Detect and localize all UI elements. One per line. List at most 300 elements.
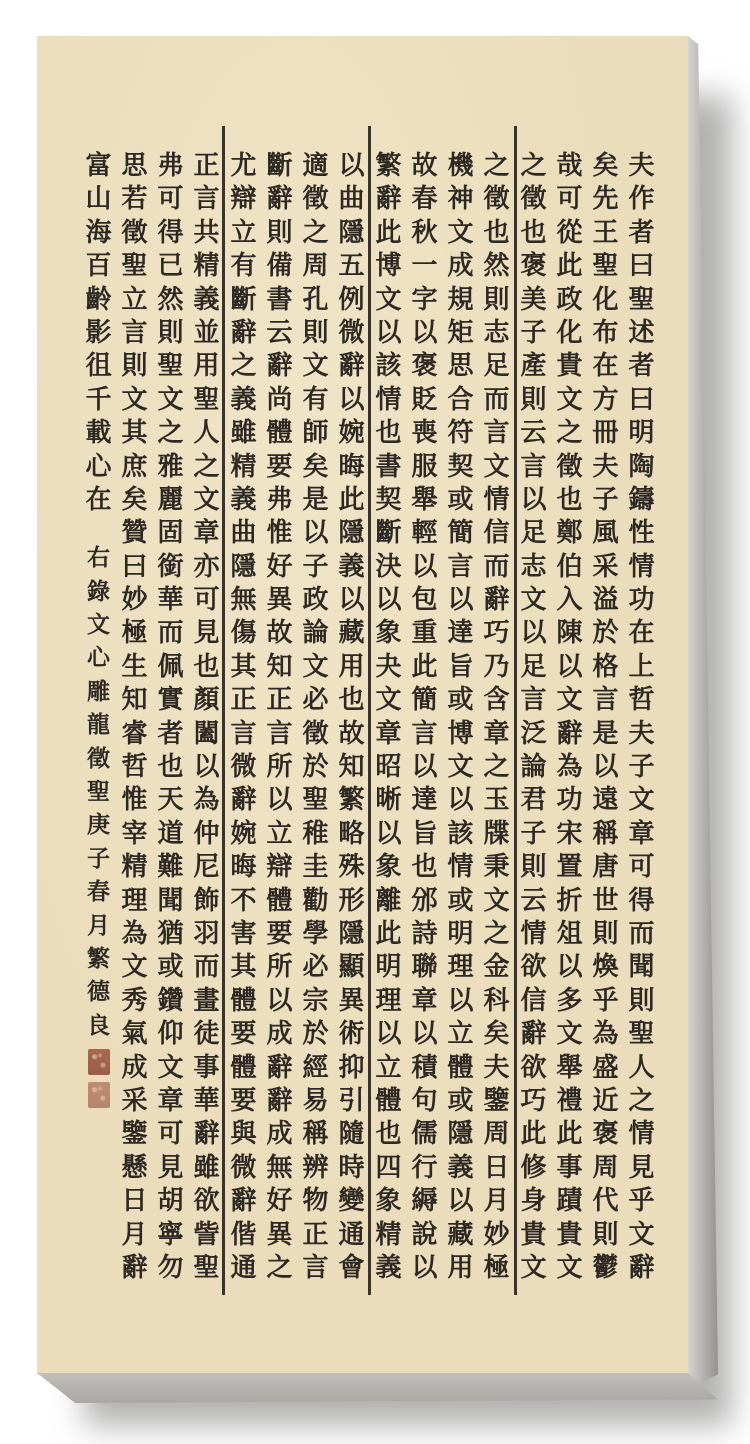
calligraphy-character: 勸 (302, 885, 329, 916)
calligraphy-character: 體 (266, 885, 293, 916)
calligraphy-character: 正 (266, 685, 293, 716)
calligraphy-character: 含 (483, 685, 510, 716)
calligraphy-character: 妙 (121, 585, 148, 616)
calligraphy-character: 辭 (266, 351, 293, 382)
calligraphy-character: 王 (592, 217, 619, 248)
calligraphy-character: 可 (556, 184, 583, 215)
calligraphy-character: 文 (628, 785, 655, 816)
calligraphy-character: 要 (230, 1085, 257, 1116)
calligraphy-character: 弗 (266, 484, 293, 515)
calligraphy-character: 之 (230, 351, 257, 382)
calligraphy-character: 以 (302, 518, 329, 549)
calligraphy-character: 鄭 (556, 518, 583, 549)
calligraphy-character: 貴 (520, 1219, 547, 1250)
calligraphy-character: 明 (628, 418, 655, 449)
calligraphy-character: 變 (338, 1186, 365, 1217)
calligraphy-character: 以 (520, 484, 547, 515)
calligraphy-character: 遠 (592, 785, 619, 816)
calligraphy-character: 情 (447, 852, 474, 883)
calligraphy-character: 佩 (157, 651, 184, 682)
calligraphy-character: 文 (302, 351, 329, 382)
calligraphy-character: 身 (520, 1186, 547, 1217)
calligraphy-character: 乎 (628, 1186, 655, 1217)
calligraphy-character: 入 (556, 585, 583, 616)
calligraphy-character: 言 (302, 1252, 329, 1283)
calligraphy-character: 隱 (447, 1119, 474, 1150)
calligraphy-character: 此 (556, 251, 583, 282)
calligraphy-character: 微 (338, 317, 365, 348)
calligraphy-character: 以 (447, 785, 474, 816)
calligraphy-character: 所 (266, 952, 293, 983)
calligraphy-character: 輕 (411, 518, 438, 549)
calligraphy-character: 仲 (193, 818, 220, 849)
calligraphy-character: 修 (520, 1152, 547, 1183)
calligraphy-character: 邠 (411, 885, 438, 916)
calligraphy-character: 欲 (520, 952, 547, 983)
calligraphy-character: 然 (157, 284, 184, 315)
calligraphy-character: 句 (411, 1085, 438, 1116)
calligraphy-character: 體 (375, 1085, 402, 1116)
calligraphy-character: 聖 (628, 284, 655, 315)
calligraphy-character: 陳 (556, 618, 583, 649)
text-column (588, 150, 623, 1310)
calligraphy-character: 信 (483, 518, 510, 549)
calligraphy-character: 情 (628, 1119, 655, 1150)
calligraphy-character: 明 (447, 918, 474, 949)
calligraphy-character: 言 (411, 718, 438, 749)
calligraphy-character: 為 (121, 918, 148, 949)
calligraphy-character: 尚 (266, 384, 293, 415)
calligraphy-character: 詩 (411, 918, 438, 949)
calligraphy-character: 文 (556, 1252, 583, 1283)
calligraphy-character: 足 (520, 518, 547, 549)
calligraphy-character: 是 (302, 484, 329, 515)
calligraphy-character: 其 (121, 418, 148, 449)
calligraphy-character: 術 (338, 1019, 365, 1050)
calligraphy-board (37, 36, 688, 1374)
calligraphy-character: 采 (121, 1085, 148, 1116)
calligraphy-character: 四 (375, 1152, 402, 1183)
calligraphy-character: 此 (338, 484, 365, 515)
calligraphy-character: 用 (447, 1252, 474, 1283)
calligraphy-character: 以 (411, 317, 438, 348)
text-column (334, 150, 369, 1310)
calligraphy-character: 聖 (592, 251, 619, 282)
calligraphy-character: 庚 (87, 811, 110, 839)
calligraphy-character: 代 (592, 1186, 619, 1217)
calligraphy-character: 也 (338, 685, 365, 716)
calligraphy-character: 上 (628, 651, 655, 682)
calligraphy-character: 夫 (592, 451, 619, 482)
calligraphy-character: 貶 (411, 384, 438, 415)
calligraphy-character: 辭 (375, 184, 402, 215)
calligraphy-text-area (80, 150, 660, 1310)
calligraphy-character: 神 (447, 184, 474, 215)
calligraphy-character: 世 (592, 885, 619, 916)
calligraphy-character: 說 (411, 1219, 438, 1250)
calligraphy-character: 要 (230, 1019, 257, 1050)
calligraphy-character: 情 (483, 484, 510, 515)
calligraphy-character: 影 (85, 317, 112, 348)
calligraphy-character: 文 (556, 1019, 583, 1050)
calligraphy-character: 可 (157, 184, 184, 215)
calligraphy-character: 闔 (193, 718, 220, 749)
calligraphy-character: 可 (193, 585, 220, 616)
calligraphy-character: 聞 (157, 885, 184, 916)
calligraphy-character: 斷 (266, 151, 293, 181)
calligraphy-character: 以 (556, 952, 583, 983)
calligraphy-character: 之 (266, 1252, 293, 1283)
calligraphy-character: 聖 (302, 785, 329, 816)
calligraphy-character: 或 (447, 885, 474, 916)
calligraphy-character: 精 (121, 852, 148, 883)
text-column (298, 150, 333, 1310)
calligraphy-character: 以 (411, 1252, 438, 1283)
calligraphy-character: 為 (556, 752, 583, 783)
calligraphy-character: 事 (193, 1052, 220, 1083)
calligraphy-character: 文 (375, 685, 402, 716)
calligraphy-character: 則 (628, 985, 655, 1016)
calligraphy-character: 章 (193, 518, 220, 549)
calligraphy-character: 於 (302, 752, 329, 783)
calligraphy-character: 然 (483, 251, 510, 282)
calligraphy-character: 氣 (121, 1019, 148, 1050)
calligraphy-character: 乎 (592, 985, 619, 1016)
calligraphy-character: 右 (87, 544, 110, 572)
calligraphy-character: 妙 (483, 1219, 510, 1250)
calligraphy-character: 情 (375, 384, 402, 415)
calligraphy-character: 也 (556, 484, 583, 515)
calligraphy-character: 之 (302, 217, 329, 248)
calligraphy-character: 以 (592, 752, 619, 783)
calligraphy-character: 會 (338, 1252, 365, 1283)
calligraphy-character: 產 (520, 351, 547, 382)
calligraphy-character: 明 (375, 952, 402, 983)
calligraphy-character: 曰 (121, 551, 148, 582)
calligraphy-character: 而 (193, 952, 220, 983)
calligraphy-character: 褒 (592, 1119, 619, 1150)
calligraphy-character: 載 (85, 418, 112, 449)
calligraphy-character: 義 (447, 1152, 474, 1183)
calligraphy-character: 猶 (157, 918, 184, 949)
calligraphy-character: 必 (302, 952, 329, 983)
calligraphy-character: 則 (592, 1219, 619, 1250)
calligraphy-character: 或 (157, 952, 184, 983)
calligraphy-character: 言 (121, 317, 148, 348)
calligraphy-character: 美 (520, 284, 547, 315)
calligraphy-character: 異 (266, 585, 293, 616)
calligraphy-character: 亦 (193, 551, 220, 582)
calligraphy-character: 云 (520, 418, 547, 449)
calligraphy-character: 辭 (520, 1019, 547, 1050)
calligraphy-character: 得 (628, 885, 655, 916)
calligraphy-character: 是 (592, 718, 619, 749)
calligraphy-character: 顯 (338, 952, 365, 983)
calligraphy-character: 鑒 (483, 1085, 510, 1116)
calligraphy-character: 要 (266, 918, 293, 949)
calligraphy-character: 化 (592, 284, 619, 315)
calligraphy-character: 斷 (375, 518, 402, 549)
calligraphy-character: 徵 (87, 744, 110, 772)
calligraphy-character: 之 (520, 151, 547, 181)
text-column (371, 150, 406, 1310)
calligraphy-character: 一 (411, 251, 438, 282)
calligraphy-character: 夫 (628, 151, 655, 181)
calligraphy-character: 山 (85, 184, 112, 215)
calligraphy-character: 睿 (121, 718, 148, 749)
calligraphy-character: 蹟 (556, 1186, 583, 1217)
calligraphy-character: 煥 (592, 952, 619, 983)
calligraphy-character: 例 (338, 284, 365, 315)
calligraphy-character: 者 (628, 351, 655, 382)
calligraphy-character: 徵 (302, 184, 329, 215)
calligraphy-character: 功 (556, 785, 583, 816)
calligraphy-character: 章 (411, 985, 438, 1016)
calligraphy-character: 德 (87, 978, 110, 1006)
calligraphy-character: 可 (628, 852, 655, 883)
calligraphy-character: 作 (628, 184, 655, 215)
calligraphy-character: 人 (628, 1052, 655, 1083)
calligraphy-character: 好 (266, 551, 293, 582)
calligraphy-character: 宰 (121, 818, 148, 849)
artist-seal-1 (88, 1049, 110, 1075)
calligraphy-character: 文 (447, 217, 474, 248)
text-panel-4 (80, 150, 225, 1310)
calligraphy-character: 思 (447, 351, 474, 382)
calligraphy-character: 周 (302, 251, 329, 282)
calligraphy-character: 為 (193, 785, 220, 816)
calligraphy-character: 矣 (302, 451, 329, 482)
calligraphy-character: 在 (592, 351, 619, 382)
calligraphy-character: 之 (483, 752, 510, 783)
calligraphy-character: 者 (628, 217, 655, 248)
calligraphy-character: 文 (121, 952, 148, 983)
calligraphy-character: 成 (266, 1019, 293, 1050)
calligraphy-character: 述 (628, 317, 655, 348)
calligraphy-character: 此 (520, 1119, 547, 1150)
calligraphy-character: 其 (230, 651, 257, 682)
calligraphy-character: 達 (447, 618, 474, 649)
calligraphy-character: 文 (556, 384, 583, 415)
calligraphy-character: 書 (266, 284, 293, 315)
calligraphy-character: 伯 (556, 551, 583, 582)
calligraphy-character: 辭 (556, 718, 583, 749)
calligraphy-character: 斷 (230, 284, 257, 315)
calligraphy-character: 而 (483, 551, 510, 582)
calligraphy-character: 云 (520, 885, 547, 916)
calligraphy-character: 文 (556, 685, 583, 716)
calligraphy-character: 多 (556, 985, 583, 1016)
calligraphy-character: 鑒 (121, 1119, 148, 1150)
calligraphy-character: 雖 (193, 1152, 220, 1183)
calligraphy-character: 義 (230, 484, 257, 515)
calligraphy-character: 文 (302, 651, 329, 682)
calligraphy-character: 則 (121, 351, 148, 382)
calligraphy-character: 夫 (628, 718, 655, 749)
calligraphy-character: 立 (447, 1019, 474, 1050)
calligraphy-character: 也 (193, 651, 220, 682)
calligraphy-character: 以 (266, 785, 293, 816)
calligraphy-character: 文 (121, 384, 148, 415)
calligraphy-character: 風 (592, 518, 619, 549)
verse-end-segment (81, 150, 116, 517)
calligraphy-character: 曰 (628, 384, 655, 415)
calligraphy-character: 千 (85, 384, 112, 415)
calligraphy-character: 或 (447, 1085, 474, 1116)
calligraphy-character: 胡 (157, 1186, 184, 1217)
calligraphy-character: 為 (592, 1019, 619, 1050)
calligraphy-character: 辭 (193, 1119, 220, 1150)
text-panel-2 (370, 150, 515, 1310)
calligraphy-character: 抑 (338, 1052, 365, 1083)
calligraphy-character: 方 (592, 384, 619, 415)
calligraphy-character: 簡 (411, 685, 438, 716)
calligraphy-character: 情 (520, 918, 547, 949)
calligraphy-character: 晦 (338, 451, 365, 482)
calligraphy-character: 該 (375, 351, 402, 382)
calligraphy-character: 適 (302, 151, 329, 181)
calligraphy-character: 羽 (193, 918, 220, 949)
calligraphy-character: 故 (411, 151, 438, 181)
calligraphy-character: 象 (375, 618, 402, 649)
calligraphy-character: 之 (628, 1085, 655, 1116)
text-column (443, 150, 478, 1310)
calligraphy-character: 可 (157, 1119, 184, 1150)
calligraphy-character: 志 (520, 551, 547, 582)
calligraphy-character: 以 (520, 618, 547, 649)
calligraphy-character: 貴 (556, 351, 583, 382)
calligraphy-character: 宋 (556, 818, 583, 849)
calligraphy-character: 略 (338, 818, 365, 849)
calligraphy-character: 圭 (302, 852, 329, 883)
calligraphy-character: 聖 (193, 1252, 220, 1283)
calligraphy-character: 徵 (556, 451, 583, 482)
calligraphy-character: 聖 (121, 251, 148, 282)
calligraphy-character: 則 (266, 217, 293, 248)
calligraphy-character: 欲 (193, 1186, 220, 1217)
calligraphy-character: 聯 (411, 952, 438, 983)
calligraphy-character: 宗 (302, 985, 329, 1016)
calligraphy-character: 而 (628, 918, 655, 949)
calligraphy-character: 知 (266, 651, 293, 682)
calligraphy-character: 故 (266, 618, 293, 649)
calligraphy-character: 子 (592, 484, 619, 515)
calligraphy-character: 辭 (483, 585, 510, 616)
calligraphy-character: 道 (157, 818, 184, 849)
calligraphy-character: 巧 (483, 618, 510, 649)
calligraphy-character: 春 (87, 878, 110, 906)
calligraphy-character: 以 (447, 985, 474, 1016)
calligraphy-character: 性 (628, 518, 655, 549)
text-panel-3 (225, 150, 370, 1310)
calligraphy-character: 言 (592, 685, 619, 716)
calligraphy-character: 辯 (266, 852, 293, 883)
calligraphy-character: 論 (302, 618, 329, 649)
calligraphy-character: 見 (628, 1152, 655, 1183)
calligraphy-character: 以 (338, 151, 365, 181)
calligraphy-character: 子 (520, 317, 547, 348)
calligraphy-character: 章 (157, 1085, 184, 1116)
calligraphy-character: 之 (157, 418, 184, 449)
calligraphy-character: 文 (87, 611, 110, 639)
calligraphy-character: 之 (556, 418, 583, 449)
calligraphy-character: 辭 (230, 317, 257, 348)
calligraphy-character: 溢 (592, 585, 619, 616)
calligraphy-character: 於 (592, 618, 619, 649)
artist-seal-2 (88, 1082, 110, 1108)
calligraphy-character: 已 (157, 251, 184, 282)
calligraphy-character: 弗 (157, 151, 184, 181)
calligraphy-character: 盛 (592, 1052, 619, 1083)
calligraphy-character: 布 (592, 317, 619, 348)
calligraphy-character: 褒 (520, 251, 547, 282)
calligraphy-character: 以 (375, 317, 402, 348)
calligraphy-character: 引 (338, 1085, 365, 1116)
calligraphy-character: 先 (592, 184, 619, 215)
text-panel-1 (515, 150, 660, 1310)
calligraphy-character: 寧 (157, 1219, 184, 1250)
calligraphy-character: 機 (447, 151, 474, 181)
calligraphy-character: 婉 (338, 418, 365, 449)
calligraphy-character: 徵 (121, 217, 148, 248)
calligraphy-character: 辭 (338, 351, 365, 382)
calligraphy-character: 言 (520, 451, 547, 482)
calligraphy-character: 也 (157, 752, 184, 783)
calligraphy-character: 功 (628, 585, 655, 616)
calligraphy-character: 師 (302, 418, 329, 449)
calligraphy-character: 行 (411, 1152, 438, 1183)
calligraphy-character: 文 (157, 1052, 184, 1083)
calligraphy-character: 隱 (338, 518, 365, 549)
calligraphy-character: 傷 (230, 618, 257, 649)
calligraphy-character: 故 (338, 718, 365, 749)
calligraphy-character: 顏 (193, 685, 220, 716)
calligraphy-character: 子 (87, 844, 110, 872)
calligraphy-character: 也 (520, 217, 547, 248)
calligraphy-character: 學 (302, 918, 329, 949)
calligraphy-character: 旨 (447, 651, 474, 682)
calligraphy-character: 言 (520, 685, 547, 716)
calligraphy-character: 晦 (230, 852, 257, 883)
calligraphy-character: 生 (121, 651, 148, 682)
calligraphy-character: 文 (520, 1252, 547, 1283)
calligraphy-character: 理 (447, 952, 474, 983)
calligraphy-character: 乃 (483, 651, 510, 682)
calligraphy-character: 尼 (193, 852, 220, 883)
calligraphy-character: 義 (193, 284, 220, 315)
calligraphy-character: 之 (483, 918, 510, 949)
calligraphy-character: 藏 (447, 1219, 474, 1250)
calligraphy-character: 雖 (230, 418, 257, 449)
calligraphy-character: 天 (157, 785, 184, 816)
calligraphy-character: 隨 (338, 1119, 365, 1150)
calligraphy-character: 知 (121, 685, 148, 716)
calligraphy-character: 禮 (556, 1085, 583, 1116)
calligraphy-character: 稱 (592, 818, 619, 849)
calligraphy-character: 百 (85, 251, 112, 282)
calligraphy-character: 言 (193, 184, 220, 215)
calligraphy-character: 此 (411, 651, 438, 682)
calligraphy-character: 異 (266, 1219, 293, 1250)
calligraphy-character: 聖 (87, 778, 110, 806)
text-column (117, 150, 152, 1310)
calligraphy-character: 周 (592, 1152, 619, 1183)
calligraphy-character: 哲 (628, 685, 655, 716)
calligraphy-character: 極 (483, 1252, 510, 1283)
calligraphy-character: 志 (483, 317, 510, 348)
calligraphy-character: 形 (338, 885, 365, 916)
calligraphy-character: 決 (375, 551, 402, 582)
